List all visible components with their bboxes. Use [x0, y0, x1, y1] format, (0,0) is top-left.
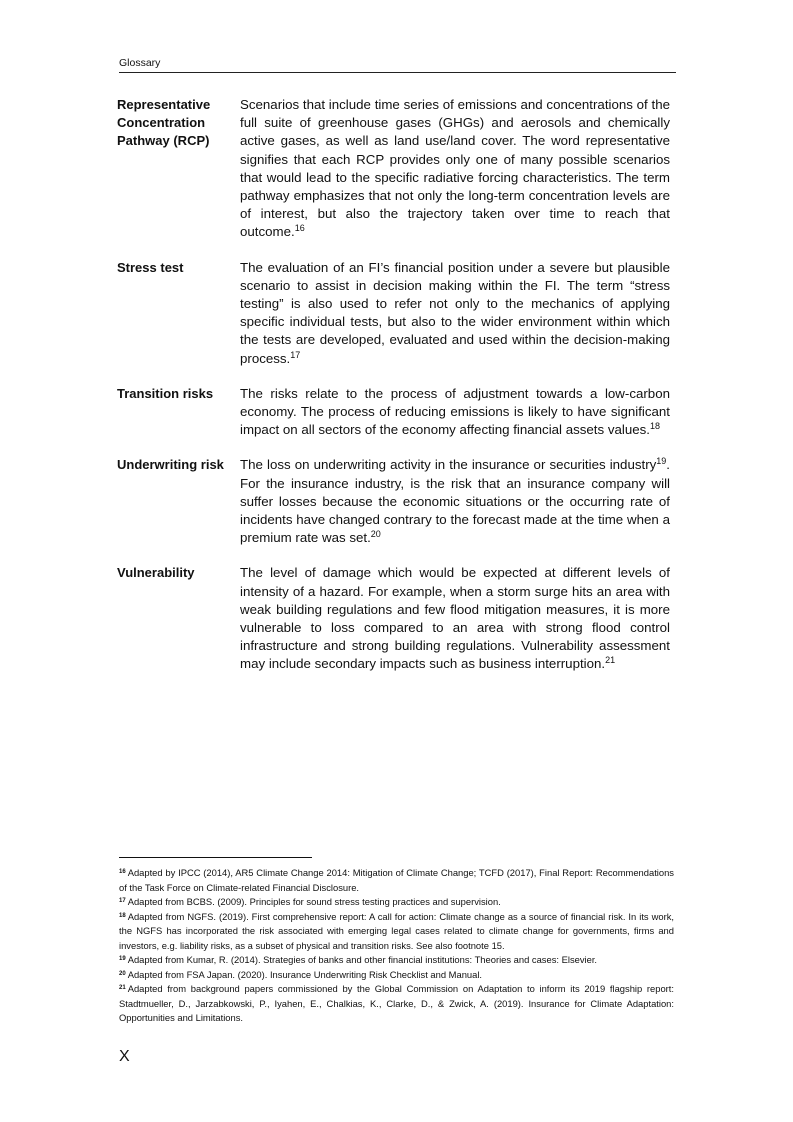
footnote-number: 21 [119, 985, 126, 991]
page-number: X [119, 1048, 130, 1065]
footnote: $^{18}$ Adapted from NGFS. (2019). First comprehensive report: A call for action: Climate change as a source of financial risk. In its work, the NGFS has incorporated the risk associated with emerging legal cases related to climate change for governments, firms and investors, e.g. liability risks, as a subset of physical and transition risks. See also footnote 15. [119, 910, 674, 951]
footnote-ref[interactable]: 18 [649, 421, 660, 432]
running-header: Glossary [119, 57, 676, 73]
footnote-ref[interactable]: 21 [605, 655, 616, 666]
glossary-definition: The evaluation of an FI’s financial position under a severe but plausible scenario to assist in decision making within the FI. The term “stress testing” is also used to refer not only to the mechanics of applying specific individual tests, but also to the wider environment within which the tests are developed, evaluated and used within the decision-making process.$^{17}$ [240, 259, 670, 366]
glossary-entry-vulnerability [117, 564, 670, 673]
footnote-ref[interactable]: 17 [290, 349, 301, 360]
footnote: $^{20}$ Adapted from FSA Japan. (2020). Insurance Underwriting Risk Checklist and Manual. [119, 968, 483, 980]
footnotes [119, 866, 674, 1026]
glossary-definition: Scenarios that include time series of emissions and concentrations of the full suite of greenhouse gases (GHGs) and aerosols and chemically active gases, as well as land use/land cover. The word representative signifies that each RCP provides only one of many possible scenarios that would lead to the specific radiative forcing characteristics. The term pathway emphasizes that not only the long-term concentration levels are of interest, but also the trajectory taken over time to reach that outcome.$^{16}$ [240, 97, 670, 240]
footnote: $^{19}$ Adapted from Kumar, R. (2014). Strategies of banks and other financial institutions: Theories and cases: Elsevier. [119, 954, 598, 965]
footnote: $^{21}$ Adapted from background papers commissioned by the Global Commission on Adaptation to inform its 2019 flagship report: Stadtmueller, D., Jarzabkowski, P., Iyahen, E., Chalkias, K., Clarke, D., & Zwick, A. (2019). Insurance for Climate Adaptation: Opportunities and Limitations. [119, 983, 674, 1023]
glossary-term: Representative Concentration Pathway (RCP) [117, 97, 211, 149]
glossary-entries [117, 96, 670, 691]
glossary-entry-transition-risks [117, 385, 670, 440]
glossary-definition: The loss on underwriting activity in the insurance or securities industry$^{19}$. For the insurance industry, is the risk that an insurance company will suffer losses because the economic situations or the occurring rate of incidents have changed contrary to the forecast made at the time when a premium rate was set.$^{20}$ [240, 456, 670, 546]
glossary-term: Transition risks [117, 385, 214, 401]
footnote-number: 17 [119, 898, 126, 904]
footnote-number: 18 [119, 912, 126, 919]
glossary-definition: The level of damage which would be expected at different levels of intensity of a hazard. For example, when a storm surge hits an area with weak building regulations and few flood mitigation measures, it is more vulnerable to loss compared to an area with strong flood control infrastructure and strong building regulations. Vulnerability assessment may include secondary impacts such as business interruption.$^{21}$ [240, 565, 670, 672]
footnote-divider [119, 857, 312, 858]
glossary-definition: The risks relate to the process of adjustment towards a low-carbon economy. The process of reducing emissions is likely to have significant impact on all sectors of the economy affecting financial assets values.$^{18}$ [240, 385, 670, 438]
glossary-term: Underwriting risk [117, 457, 224, 473]
glossary-entry-rcp [117, 96, 670, 242]
footnote-ref[interactable]: 16 [294, 223, 305, 234]
footnote-number: 20 [119, 970, 126, 977]
footnote: $^{17}$ Adapted from BCBS. (2009). Principles for sound stress testing practices and supervision. [119, 896, 501, 907]
glossary-term: Stress test [117, 259, 184, 275]
glossary-entry-stress-test [117, 259, 670, 368]
footnote-number: 16 [119, 869, 126, 875]
glossary-entry-underwriting-risk [117, 456, 670, 547]
glossary-term: Vulnerability [117, 565, 195, 581]
footnote-ref[interactable]: 20 [370, 529, 381, 540]
footnote-ref[interactable]: 19 [656, 456, 667, 467]
footnote: $^{16}$ Adapted by IPCC (2014), AR5 Climate Change 2014: Mitigation of Climate Change; TCFD (2017), Final Report: Recommendations of the Task Force on Climate-related Financial Disclosure. [119, 867, 674, 893]
footnote-number: 19 [119, 956, 126, 962]
